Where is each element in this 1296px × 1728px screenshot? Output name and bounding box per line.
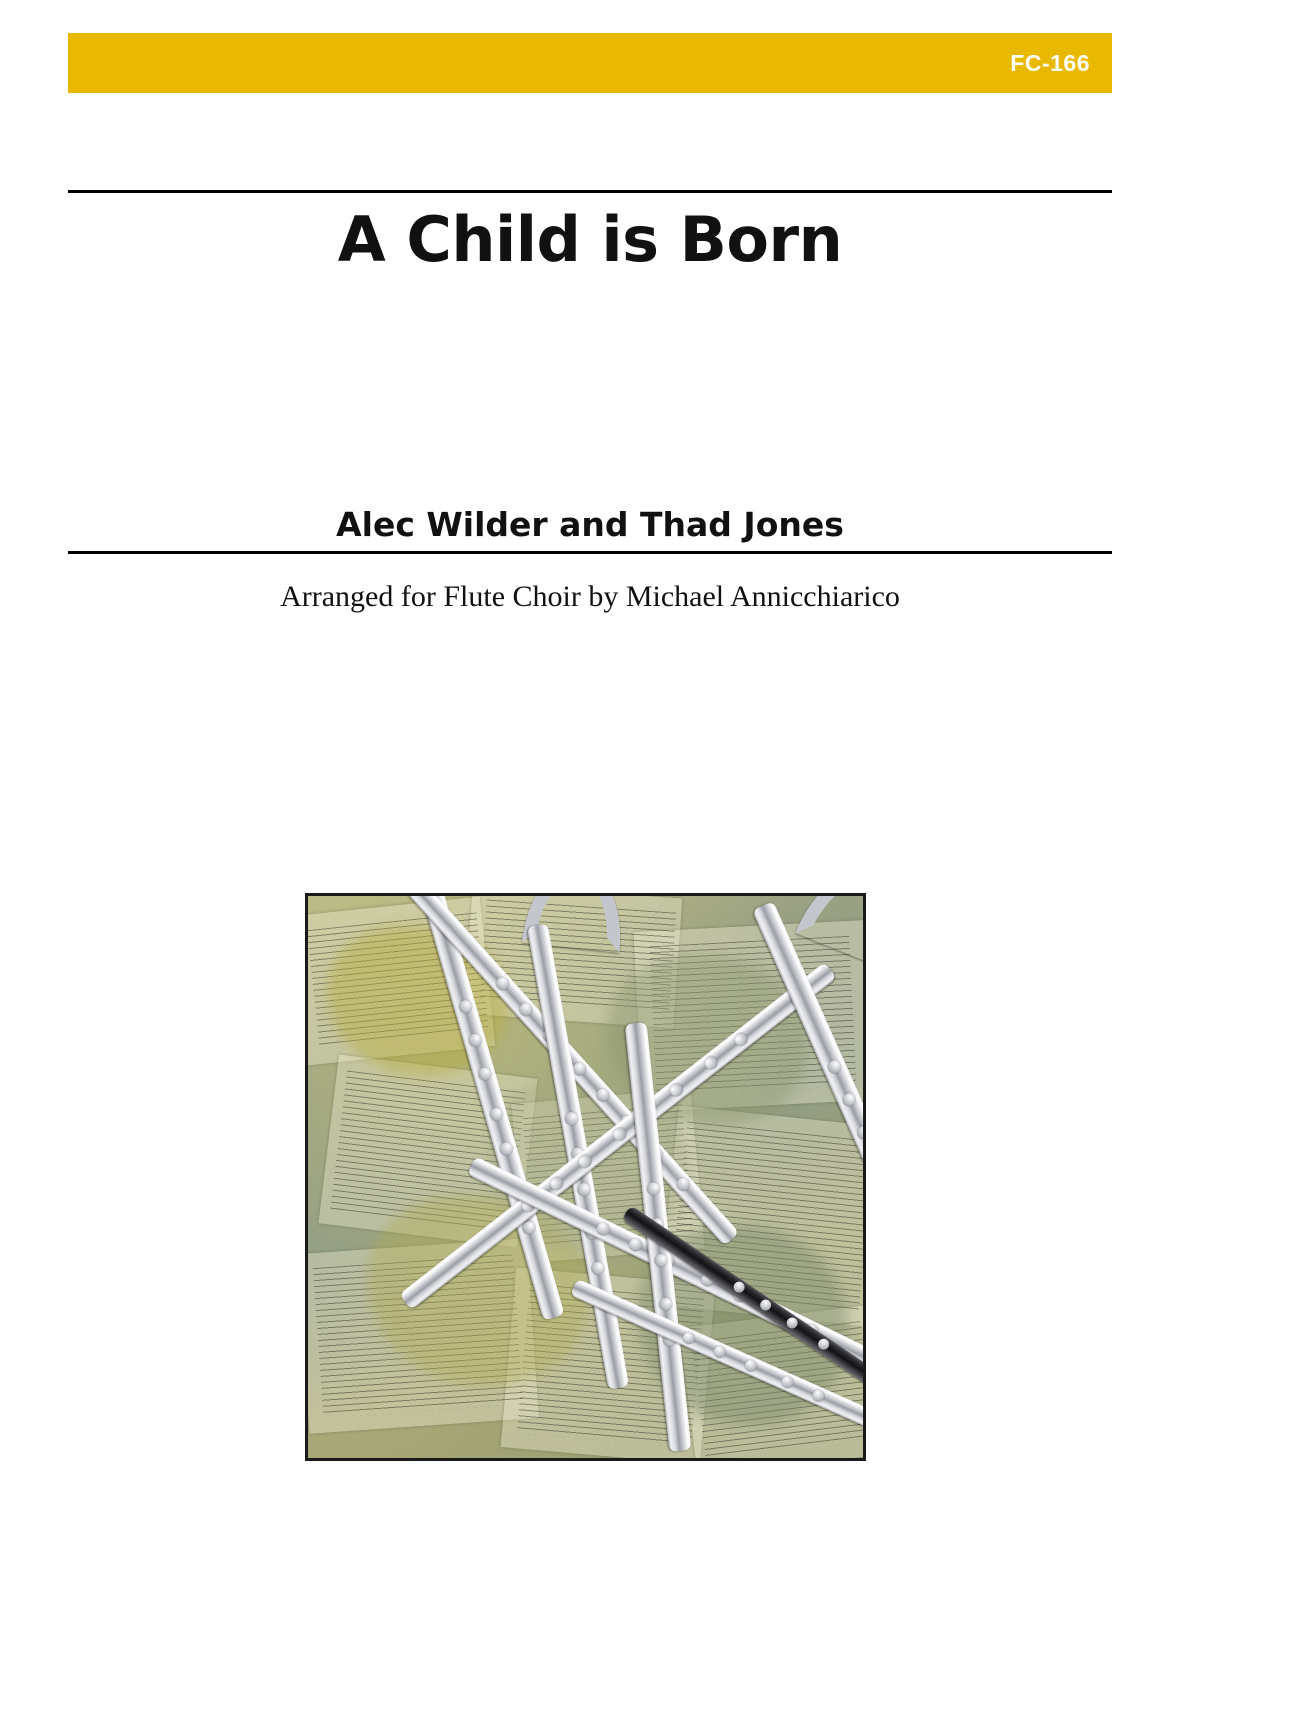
flute-key: [498, 1141, 514, 1157]
flute-key: [488, 1106, 504, 1122]
flute-key: [785, 1315, 800, 1330]
composer-credit: Alec Wilder and Thad Jones: [336, 505, 844, 544]
catalog-bar: [68, 33, 1112, 93]
title-rule-top: [68, 190, 1112, 193]
flute-key: [702, 1054, 720, 1072]
flute-key: [810, 1388, 826, 1404]
flute-key: [855, 1124, 866, 1141]
flute-key: [547, 1174, 565, 1192]
arranger-credit: Arranged for Flute Choir by Michael Annicchiarico: [280, 580, 900, 613]
flute-key: [779, 1374, 795, 1390]
flute-key: [731, 1280, 746, 1295]
flute-key: [667, 1081, 685, 1099]
flute-key: [654, 1253, 668, 1267]
flute-key: [743, 1358, 759, 1374]
flute-key: [457, 999, 473, 1015]
page-title: A Child is Born: [337, 203, 843, 276]
catalog-number: FC-166: [1010, 49, 1090, 76]
flute-key: [493, 974, 511, 992]
flute-key: [674, 1175, 692, 1193]
flute-key: [594, 1220, 611, 1237]
title-rule-bottom: [68, 551, 1112, 554]
cover-artwork: [305, 893, 866, 1461]
flute-key: [590, 1261, 605, 1276]
flute-key: [840, 1091, 857, 1108]
flute-key: [646, 1182, 660, 1196]
flute-key: [467, 1032, 483, 1048]
flute-key: [611, 1125, 629, 1143]
flute-key: [758, 1297, 773, 1312]
flute-key: [576, 1152, 594, 1170]
flute-key: [576, 1182, 591, 1197]
flute-key: [517, 1000, 535, 1018]
flute-key: [732, 1030, 750, 1048]
flute-key: [627, 1236, 644, 1253]
flute-key: [681, 1330, 697, 1346]
flute-key: [816, 1337, 831, 1352]
flute-key: [594, 1086, 612, 1104]
flute-key: [826, 1058, 843, 1075]
flute-key: [712, 1344, 728, 1360]
flute-key: [658, 1297, 672, 1311]
flute-key: [477, 1066, 493, 1082]
flute-key: [564, 1111, 579, 1126]
